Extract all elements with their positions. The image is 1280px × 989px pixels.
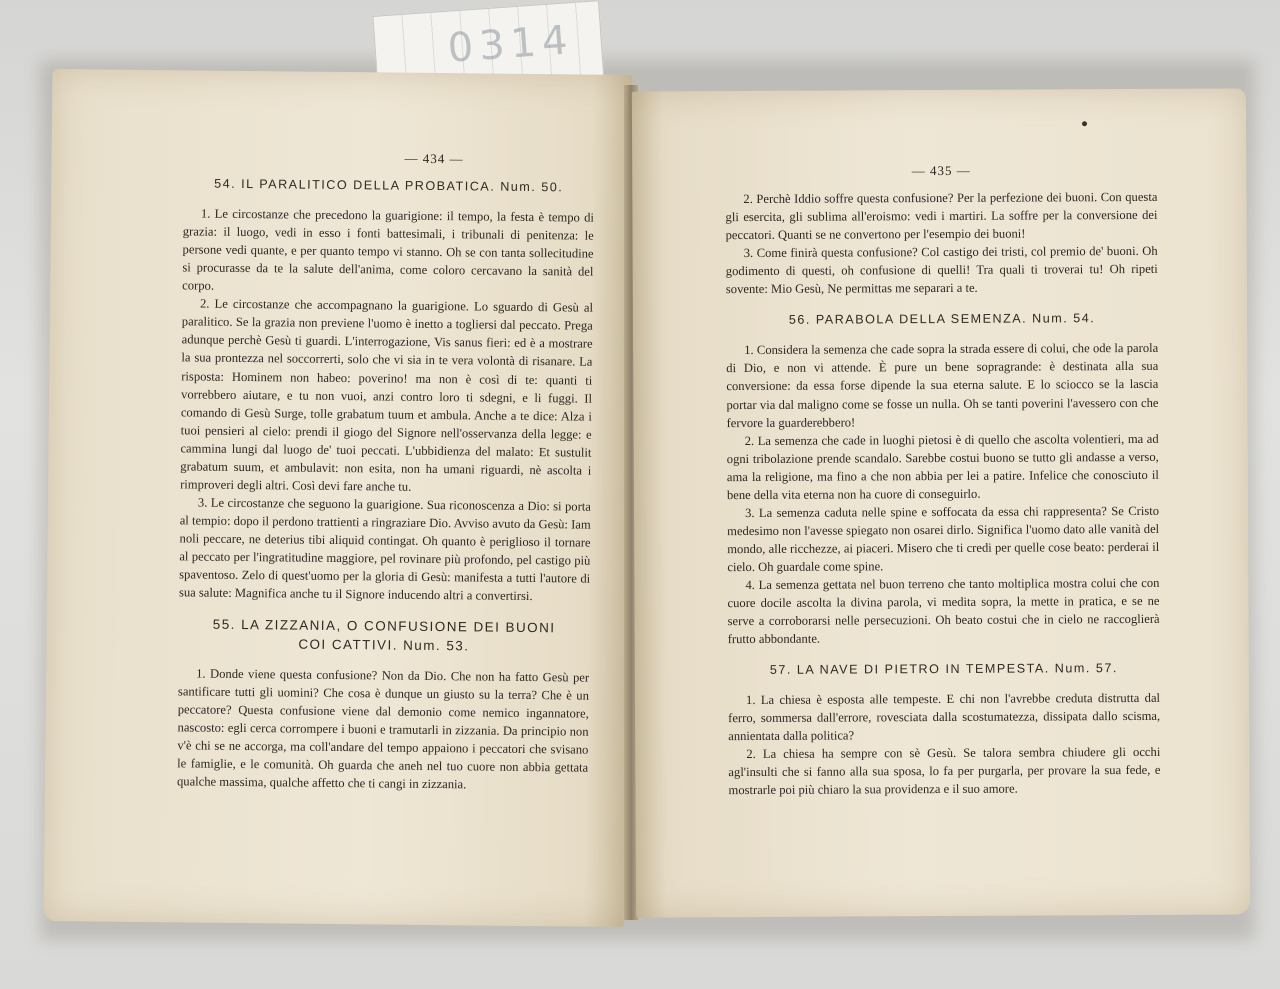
paragraph: 4. La semenza gettata nel buon terreno che tanto moltiplica mostra colui che con cuore docile ascolta la divina parola, vi medita sopra, la mette in pratica, e se ne serve a corroborarsi nelle persecuzioni. Oh beato costui che in cielo ne raccoglierà frutto abbondante. — [727, 575, 1160, 647]
paragraph: 2. Le circostanze che accompagnano la guarigione. Lo sguardo di Gesù al paralitico. Se la grazia non previene l'uomo è inetto a togliersi dal peccato. Prega adunque perchè Gesù ti guardi. L'interrogazione, Vis sanus fieri: ed è a mostrare la sua prontezza nel soccorrerti, solo che vi sia in te vera volontà di risanare. La risposta: Hominem non habeo: poverino! ma non è così di te: quanti ti vorrebbero aiutare, e tu non vuoi, anzi contro loro ti sdegni, e li fuggi. Il comando di Gesù Surge, tolle grabatum tuum et ambula. Anche a te dice: Alza i tuoi pensieri al cielo: prendi il giogo del Signore nell'osservanza della legge: e cammina lungi dal luogo de' tuoi peccati. L'ubbidienza del malato: Et sustulit grabatum suum, et ambulavit: non esita, non ha umani riguardi, nè ascolta i rimproveri degli altri. Così devi fare anche tu. — [180, 296, 594, 494]
heading-line: 55. LA ZIZZANIA, O CONFUSIONE DEI BUONI — [212, 616, 556, 636]
section-heading-54: 54. IL PARALITICO DELLA PROBATICA. Num. 50. — [214, 176, 564, 195]
right-page-text — [725, 161, 1160, 800]
paragraph: 1. Le circostanze che precedono la guarigione: il tempo, la festa è tempo di grazia: il luogo, vedi in esso i fonti battesimali, i tribunali di penitenza: le persone vedi quante, e per quanto tempo vi stanno. Oh se con tanta sollecitudine si procurasse da te la salute dell'anima, come coloro cercavano la sanità del corpo. — [182, 206, 595, 293]
section-heading-56: 56. PARABOLA DELLA SEMENZA. Num. 54. — [788, 311, 1096, 328]
catalog-number: 0314 — [446, 17, 575, 72]
paragraph: 3. La semenza caduta nelle spine e soffocata da essa chi rappresenta? Se Cristo medesimo non l'avesse spiegato non osarei dirlo. Significa l'uomo dato alle vanità del mondo, alle ricchezze, ai piaceri. Misero che ti credi per quelle cose beato: perderai il cielo. Oh guardale come spine. — [727, 503, 1160, 575]
paragraph: 2. La chiesa ha sempre con sè Gesù. Se talora sembra chiudere gli occhi agl'insulti che si fanno alla sua sposa, lo fa per purgarla, per provare la sua fede, e mostrarle poi più chiaro la sua providenza e il suo amore. — [728, 745, 1161, 798]
page-number: — 435 — — [911, 162, 971, 179]
paragraph: 3. Le circostanze che seguono la guarigione. Sua riconoscenza a Dio: si porta al tempio: dopo il perdono trattienti a ringraziare Dio. Avviso avuto da Gesù: Iam noli peccare, ne deterius tibi aliquid contingat. Oh quanto è periglioso il tornare al peccato per l'ingratitudine maggiore, pel rovinare più profondo, pel castigo più spaventoso. Zelo di quest'uomo per la gloria di Gesù: manifesta a tutti l'autore di sua salute: Magnifica anche tu il Signore inducendo altri a convertirsi. — [178, 495, 591, 604]
ink-spot — [1082, 121, 1087, 126]
paragraph: 1. La chiesa è esposta alle tempeste. E chi non l'avrebbe creduta distrutta dal ferro, sommersa dall'errore, rovesciata dalla scostumatezza, dissipata dallo scisma, annientata dalla politica? — [728, 691, 1161, 744]
heading-line: COI CATTIVI. Num. 53. — [298, 636, 470, 654]
left-page — [44, 69, 633, 927]
paragraph: 1. Donde viene questa confusione? Non da Dio. Che non ha fatto Gesù per santificare tutti gli uomini? Che cosa è dunque un giusto su la terra? Che è un peccatore? Questa confusione viene dal demonio come nemico ingannatore, nascosto: egli cerca corrompere i buoni e tramutarli in zizzania. Da principio non v'è chi se ne accorga, ma coll'andare del tempo appaiono i peccatori che svisano le famiglie, e le comunità. Oh guarda che aneh nel tuo cuore non abbia gettata qualche massima, qualche affetto che ti cangi in zizzania. — [176, 666, 590, 792]
page-number: — 434 — — [404, 150, 464, 167]
section-heading-57: 57. LA NAVE DI PIETRO IN TEMPESTA. Num. 57. — [769, 661, 1118, 678]
paragraph: 2. La semenza che cade in luoghi pietosi è di quello che ascolta volentieri, ma ad ogni tribolazione prende scandalo. Sarebbe costui buono se tutto gli andasse a verso, ama la religione, ma fino a che non abbia per lei a patire. Infelice che conosciuto il bene della vita eterna non ha cuore di conseguirlo. — [726, 431, 1159, 502]
left-page-text — [177, 147, 595, 795]
paragraph: 1. Considera la semenza che cade sopra la strada essere di colui, che ode la parola di Dio, e non vi attende. È pure un bene sopragrande: è destinata alla sua conversione: da essa forse dipende la sua eterna salute. E lo sciocco se la lascia portar via dal maligno come se fosse un nulla. Oh se tanti poverini l'avessero con che fervore la guarderebbero! — [726, 341, 1159, 430]
section-heading-55 — [178, 614, 589, 656]
paragraph: 3. Come finirà questa confusione? Col castigo dei tristi, col premio de' buoni. Oh godimento di questi, oh confusione di quelli! Tra quali ti troverai tu! Oh ripeti sovente: Mio Gesù, Ne permittas me separari a te. — [725, 244, 1158, 297]
paragraph: 2. Perchè Iddio soffre questa confusione? Per la perfezione dei buoni. Con questa gli esercita, gli sublima all'eroismo: vedi i martiri. La soffre per la conversione dei peccatori. Quanti se ne convertono per l'esempio dei buoni! — [725, 189, 1158, 243]
right-page — [632, 88, 1250, 917]
